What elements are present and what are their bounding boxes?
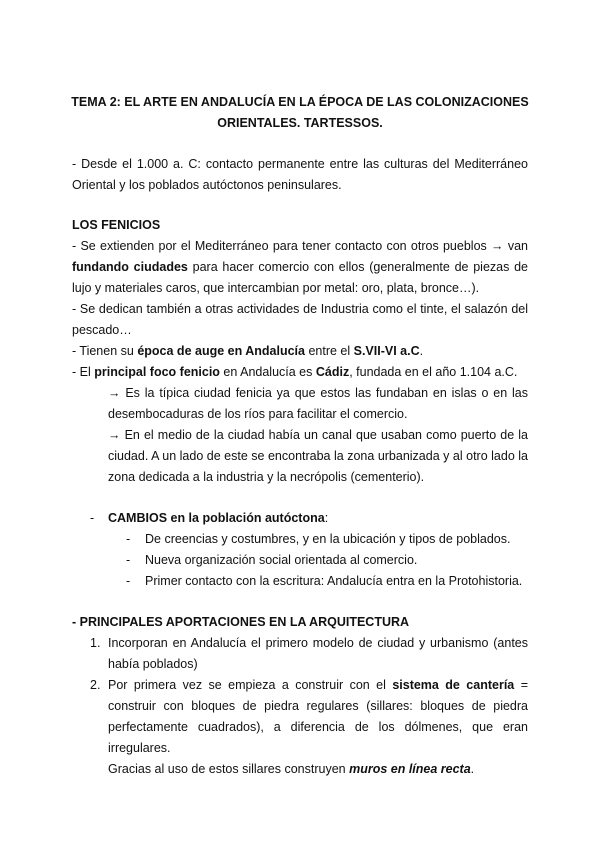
arquitectura-item-2 bbox=[108, 675, 528, 759]
intro-paragraph: - Desde el 1.000 a. C: contacto permanente entre las culturas del Mediterráneo Oriental y los poblados autóctonos peninsulares. bbox=[72, 157, 528, 192]
p4-bold-cadiz: Cádiz bbox=[315, 365, 350, 379]
p3-text-a: - Tienen su bbox=[72, 344, 138, 358]
p3-bold-century: S.VII-VI a.C bbox=[353, 344, 420, 358]
cambios-item-1: De creencias y costumbres, y en la ubicación y tipos de poblados. bbox=[145, 532, 511, 546]
p4-text-a: - El bbox=[72, 365, 95, 379]
cambios-dash-1: - bbox=[126, 532, 131, 546]
item2-bold-canteria: sistema de cantería bbox=[392, 678, 515, 692]
list-number-1: 1. bbox=[90, 636, 101, 650]
p1-text-a: - Se extienden por el Mediterráneo para tener contacto con otros pueblos → van bbox=[72, 239, 528, 253]
p3-text-e: . bbox=[419, 344, 424, 358]
p3-text-c: entre el bbox=[304, 344, 354, 358]
cambios-dash-2: - bbox=[126, 553, 131, 567]
fenicios-paragraph-3 bbox=[72, 341, 528, 362]
arrow-paragraph-2: → En el medio de la ciudad había un canal que usaban como puerto de la ciudad. A un lado de este se encontraba la zona urbanizada y al otro lado la zona dedicada a la industria y la necrópolis (cementerio). bbox=[108, 428, 528, 484]
item2-text-f: . bbox=[470, 762, 475, 776]
arquitectura-item-1: Incorporan en Andalucía el primero modelo de ciudad y urbanismo (antes había poblados) bbox=[108, 636, 528, 671]
arquitectura-heading: - PRINCIPALES APORTACIONES EN LA ARQUITECTURA bbox=[72, 615, 410, 629]
title-line-2: ORIENTALES. TARTESSOS. bbox=[217, 116, 383, 130]
item2-bold-italic-muros: muros en línea recta bbox=[349, 762, 471, 776]
item2-text-c: = construir con bloques de piedra regulares (sillares: bloques de piedra perfectamente cuadrados), a diferencia de los dólmenes, que eran irregulares. bbox=[108, 678, 528, 755]
item2-text-d: Gracias al uso de estos sillares construyen bbox=[108, 762, 350, 776]
cambios-heading bbox=[108, 508, 328, 529]
fenicios-paragraph-1 bbox=[72, 236, 528, 299]
cambios-item-3: Primer contacto con la escritura: Andalucía entra en la Protohistoria. bbox=[145, 574, 523, 588]
item2-text-a: Por primera vez se empieza a construir con el bbox=[108, 678, 393, 692]
cambios-item-2: Nueva organización social orientada al comercio. bbox=[145, 553, 418, 567]
list-number-2: 2. bbox=[90, 678, 101, 692]
p1-bold: fundando ciudades bbox=[72, 260, 188, 274]
fenicios-heading: LOS FENICIOS bbox=[72, 218, 161, 232]
cambios-colon: : bbox=[324, 511, 329, 525]
cambios-label: CAMBIOS en la población autóctona bbox=[108, 511, 325, 525]
p4-text-e: , fundada en el año 1.104 a.C. bbox=[349, 365, 518, 379]
fenicios-paragraph-4 bbox=[72, 362, 528, 383]
p4-text-c: en Andalucía es bbox=[219, 365, 316, 379]
document-title bbox=[60, 92, 540, 134]
arquitectura-item-2-continuation bbox=[108, 759, 474, 780]
title-line-1: TEMA 2: EL ARTE EN ANDALUCÍA EN LA ÉPOCA DE LAS COLONIZACIONES bbox=[71, 95, 529, 109]
fenicios-paragraph-2: - Se dedican también a otras actividades de Industria como el tinte, el salazón del pescado… bbox=[72, 302, 528, 337]
cambios-dash: - bbox=[90, 511, 95, 525]
p3-bold-auge: época de auge en Andalucía bbox=[137, 344, 305, 358]
p4-bold-foco: principal foco fenicio bbox=[94, 365, 220, 379]
arrow-paragraph-1: → Es la típica ciudad fenicia ya que estos las fundaban en islas o en las desembocaduras de los ríos para facilitar el comercio. bbox=[108, 386, 528, 421]
cambios-dash-3: - bbox=[126, 574, 131, 588]
p1-text-c: para hacer comercio con ellos (generalmente de piezas de lujo y materiales caros, que intercambian por metal: oro, plata, bronce…). bbox=[72, 260, 529, 295]
